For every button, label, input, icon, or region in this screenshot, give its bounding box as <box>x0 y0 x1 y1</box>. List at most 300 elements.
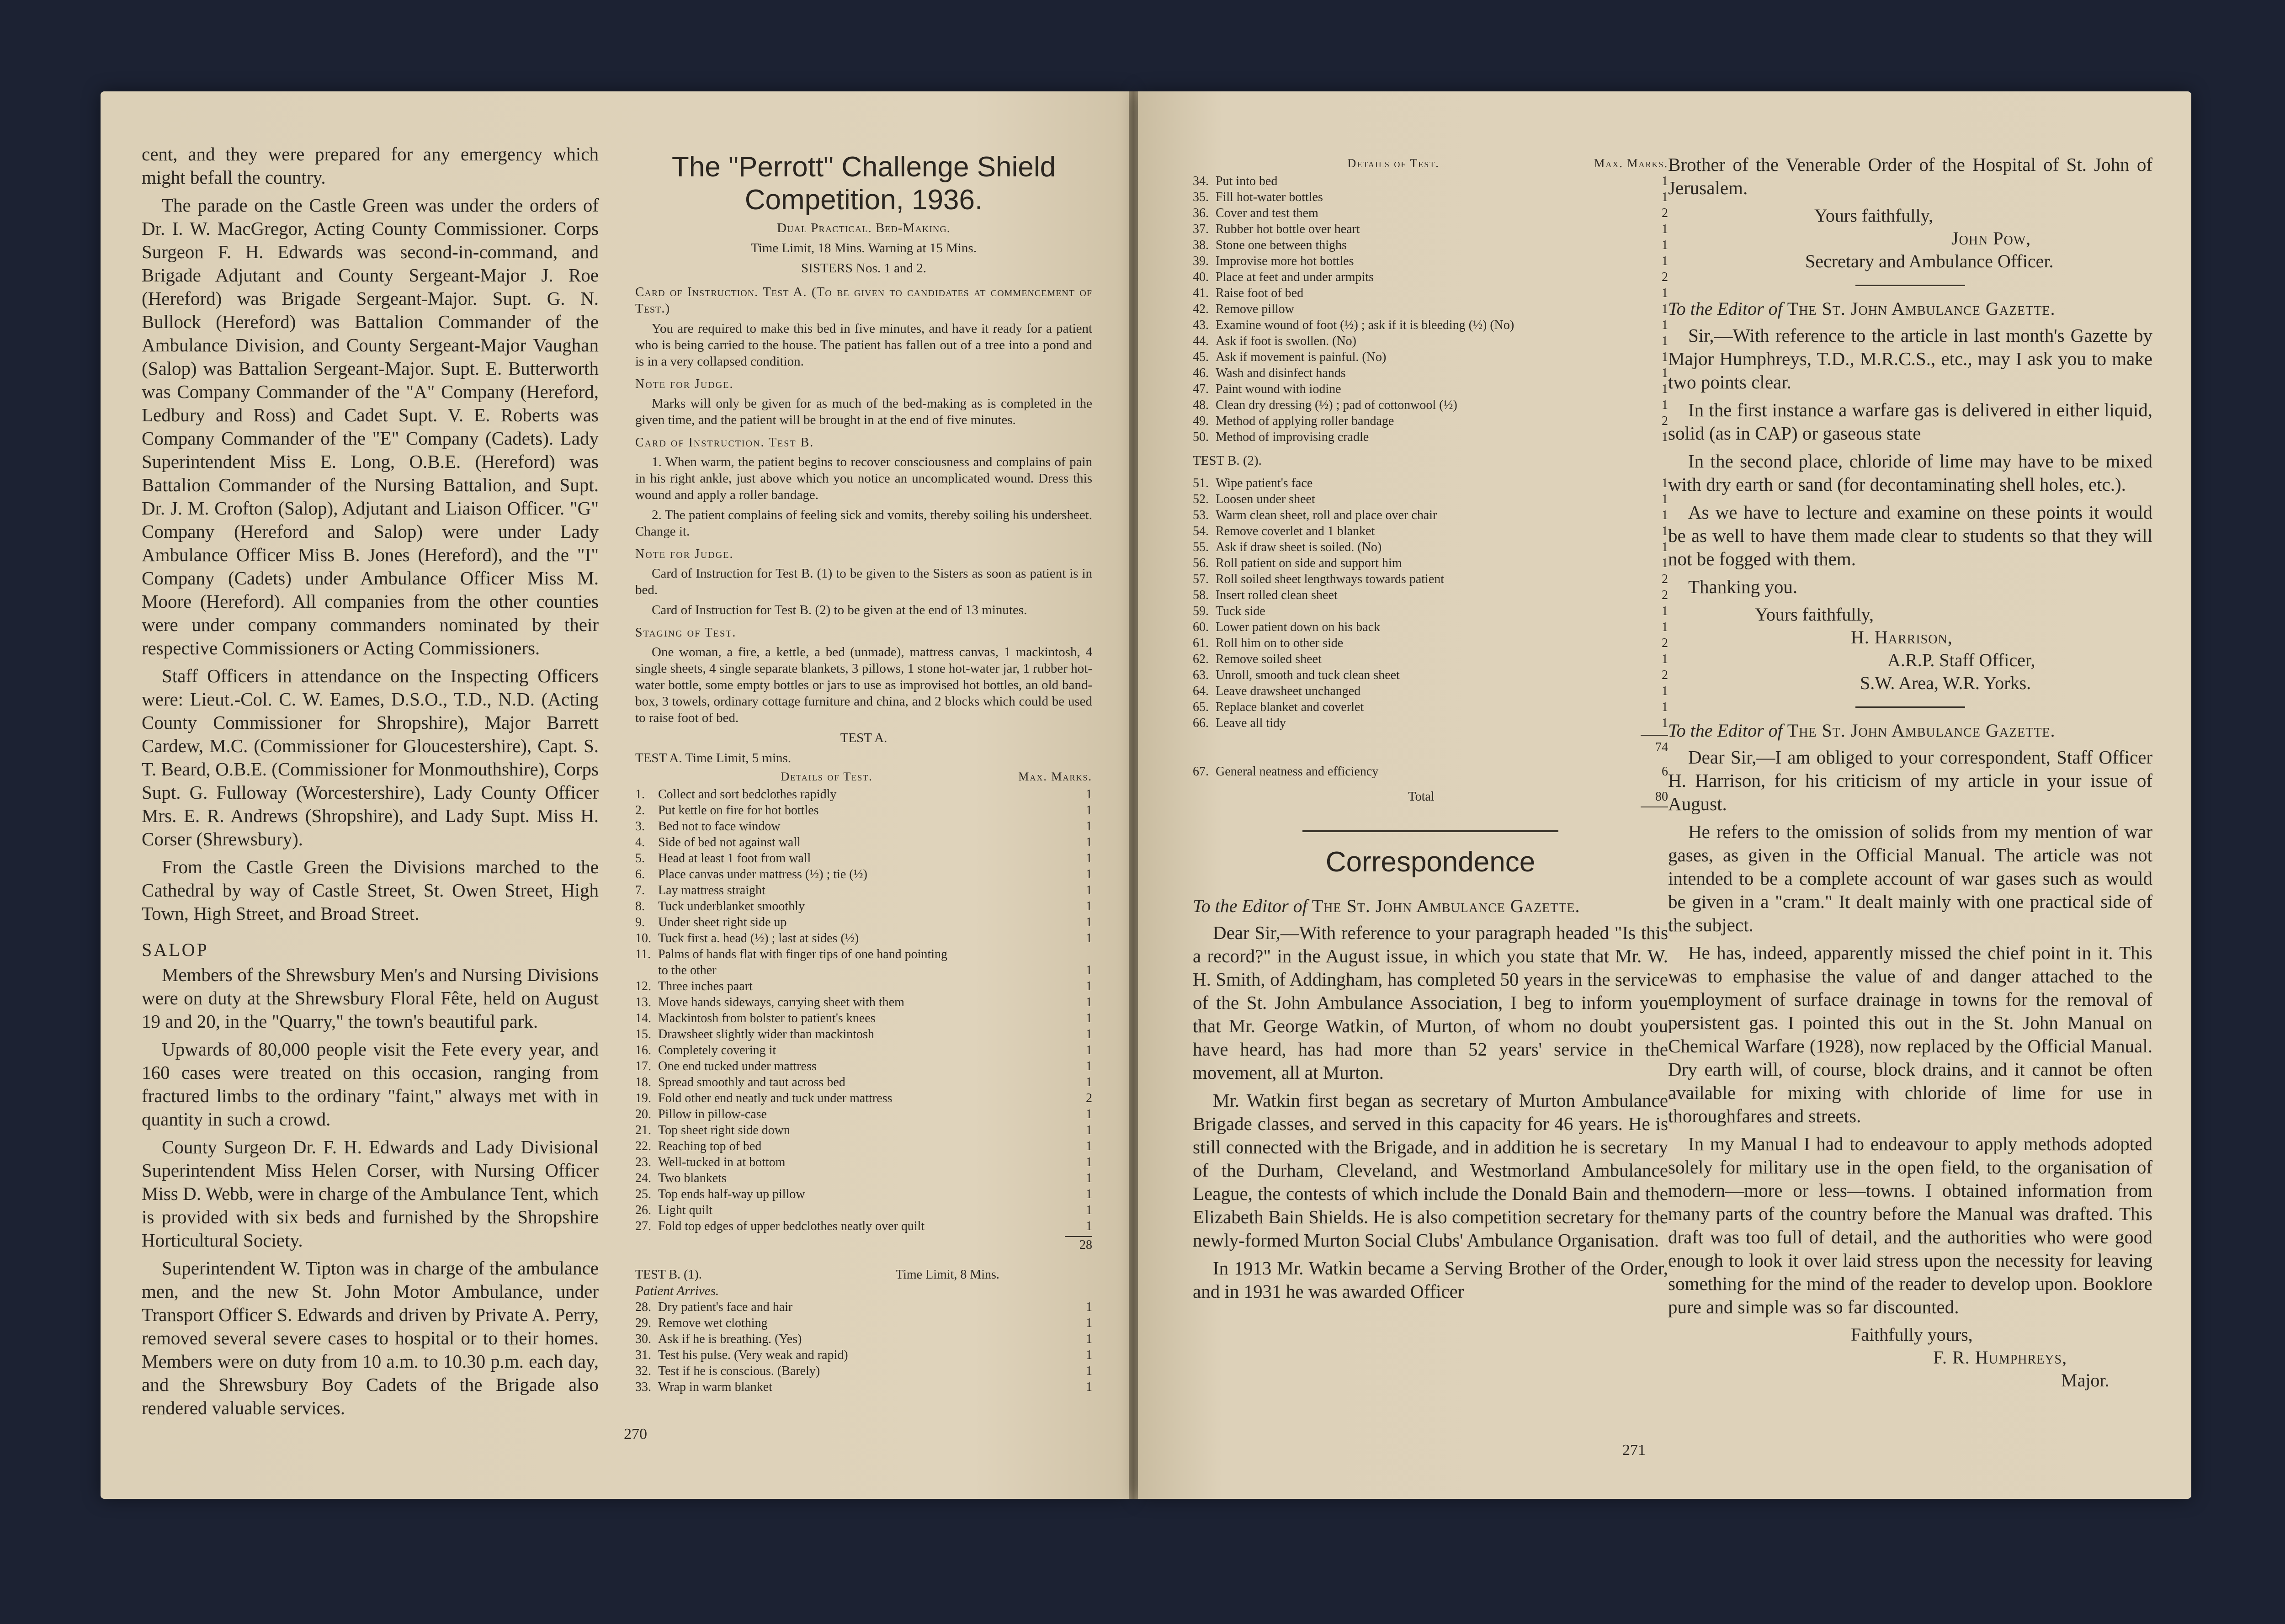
item-number: 60. <box>1193 620 1209 634</box>
item-number: 65. <box>1193 700 1209 714</box>
item-text: Cover and test them <box>1216 206 1318 220</box>
item-number: 16. <box>635 1043 651 1057</box>
mark-item-row <box>1193 381 1668 397</box>
item-number: 10. <box>635 931 651 945</box>
item-number: 56. <box>1193 556 1209 570</box>
item-number: 59. <box>1193 604 1209 618</box>
test-b1-heading: TEST B. (1). <box>635 1268 702 1282</box>
right-column-2 <box>1668 153 2152 1392</box>
item-number: 35. <box>1193 190 1209 204</box>
mark-item-row <box>1193 237 1668 253</box>
item-text: Clean dry dressing (½) ; pad of cottonwool (½) <box>1216 398 1457 412</box>
note-body: Card of Instruction for Test B. (2) to be given at the end of 13 minutes. <box>652 603 1027 617</box>
item-number: 39. <box>1193 254 1209 268</box>
item-marks: 1 <box>1086 1364 1092 1378</box>
item-number: 40. <box>1193 270 1209 284</box>
mark-item-row <box>1193 587 1668 603</box>
item-number: 61. <box>1193 636 1209 650</box>
mark-item-row <box>1193 523 1668 539</box>
item-marks: 1 <box>1086 835 1092 849</box>
right-column-1 <box>1193 153 1668 1308</box>
mark-item-row <box>1193 189 1668 205</box>
item-text: Roll him on to other side <box>1216 636 1344 650</box>
mark-item-row <box>1193 699 1668 715</box>
mark-item-row <box>1193 555 1668 571</box>
item-text: Head at least 1 foot from wall <box>658 851 811 865</box>
item-text: Tuck first a. head (½) ; last at sides (½) <box>658 931 859 945</box>
item-marks: 1 <box>1086 1059 1092 1073</box>
note-heading: Note for Judge. <box>635 377 734 391</box>
item-text: Fold top edges of upper bedclothes neatly over quilt <box>658 1219 925 1233</box>
letter-paragraph: Dear Sir,—I am obliged to your correspondent, Staff Officer H. Harrison, for his criticism of my article in your issue of August. <box>1668 747 2152 814</box>
mark-item-row <box>635 1122 1092 1138</box>
mark-item-row <box>635 834 1092 850</box>
item-text: Fill hot-water bottles <box>1216 190 1323 204</box>
item-marks: 2 <box>1662 636 1668 650</box>
item-number: 50. <box>1193 430 1209 444</box>
item-number: 58. <box>1193 588 1209 602</box>
staging-heading: Staging of Test. <box>635 626 737 640</box>
item-number: 33. <box>635 1380 651 1394</box>
item-text: Remove wet clothing <box>658 1316 768 1330</box>
item-number: 12. <box>635 979 651 993</box>
item-text: Completely covering it <box>658 1043 776 1057</box>
card-b-item-1: 1. When warm, the patient begins to recover consciousness and complains of pain in his right ankle, just above which you notice an uncomplicated wound. Dress this wound and apply a roller bandage. <box>635 455 1092 502</box>
mark-item-row <box>635 1058 1092 1074</box>
item-marks: 1 <box>1662 334 1668 348</box>
item-number: 32. <box>635 1364 651 1378</box>
subtotal-rule <box>1641 735 1668 736</box>
item-marks: 1 <box>1086 1380 1092 1394</box>
item-number: 52. <box>1193 492 1209 506</box>
item-text: Pillow in pillow-case <box>658 1107 767 1121</box>
gazette-name: The St. John Ambulance Gazette. <box>1312 896 1580 916</box>
mark-item-row <box>1193 285 1668 301</box>
mark-item-row <box>635 1331 1092 1347</box>
item-marks: 1 <box>1086 1011 1092 1025</box>
letter-divider <box>1855 285 1965 286</box>
mark-item-row <box>1193 301 1668 317</box>
test-b2-items <box>1193 475 1668 731</box>
mark-item-row <box>635 1202 1092 1218</box>
item-number: 57. <box>1193 572 1209 586</box>
mark-item-row <box>1193 491 1668 507</box>
item-number: 17. <box>635 1059 651 1073</box>
closing: Faithfully yours, <box>1851 1324 1973 1345</box>
details-header <box>635 770 1092 784</box>
item-text: Test if he is conscious. (Barely) <box>658 1364 820 1378</box>
letter-paragraph: In my Manual I had to endeavour to apply methods adopted solely for military use in the open field, to the organisation of modern—more or less—towns. I obtained information from many parts of the country before the Manual was drafted. This draft was too full of detail, and the authorities who were good enough to look it over laid stress upon the necessity for leaving something for the mind of the reader to develop upon. Booklore pure and simple was so far discounted. <box>1668 1133 2152 1317</box>
item-marks: 1 <box>1662 190 1668 204</box>
item-number: 29. <box>635 1316 651 1330</box>
test-a-subtotal: 28 <box>1079 1238 1092 1252</box>
mark-item-row <box>635 1218 1092 1234</box>
item-text: Unroll, smooth and tuck clean sheet <box>1216 668 1400 682</box>
item-number: 55. <box>1193 540 1209 554</box>
mark-item-row <box>1193 571 1668 587</box>
item-number: 42. <box>1193 302 1209 316</box>
item-marks: 1 <box>1086 979 1092 993</box>
item-marks: 1 <box>1086 867 1092 881</box>
item-marks: 1 <box>1662 508 1668 522</box>
total-marks: 80 <box>1655 790 1668 804</box>
mark-item-row <box>635 962 1092 978</box>
mark-item-row <box>1193 365 1668 381</box>
item-marks: 1 <box>1086 819 1092 833</box>
item-number: 44. <box>1193 334 1209 348</box>
mark-item-row <box>1193 603 1668 619</box>
item-marks: 1 <box>1662 492 1668 506</box>
item-marks: 1 <box>1662 366 1668 380</box>
item-text: Well-tucked in at bottom <box>658 1155 786 1169</box>
item-marks: 1 <box>1662 684 1668 698</box>
item-number: 19. <box>635 1091 651 1105</box>
item-text: Rubber hot bottle over heart <box>1216 222 1360 236</box>
signature-role: A.R.P. Staff Officer, <box>1887 650 2035 670</box>
item-text: Spread smoothly and taut across bed <box>658 1075 845 1089</box>
item-marks: 1 <box>1086 883 1092 897</box>
item-text: Place canvas under mattress (½) ; tie (½) <box>658 867 867 881</box>
item-text: Move hands sideways, carrying sheet with them <box>658 995 904 1009</box>
item-text: Drawsheet slightly wider than mackintosh <box>658 1027 874 1041</box>
item-text: Place at feet and under armpits <box>1216 270 1374 284</box>
mark-item-row <box>635 1138 1092 1154</box>
item-number: 38. <box>1193 238 1209 252</box>
mark-item-row <box>1193 651 1668 667</box>
section-heading-salop: SALOP <box>142 939 209 960</box>
paragraph: Upwards of 80,000 people visit the Fete every year, and 160 cases were treated on this occasion, ranging from fractured limbs to the ordinary "faint," always met with in quantity in such a crowd. <box>142 1039 599 1130</box>
mark-item-row <box>635 1074 1092 1090</box>
item-number: 45. <box>1193 350 1209 364</box>
mark-item-row <box>1193 413 1668 429</box>
letter-paragraph: Sir,—With reference to the article in last month's Gazette by Major Humphreys, T.D., M.R.C.S., etc., may I ask you to make two points clear. <box>1668 325 2152 393</box>
item-text: Replace blanket and coverlet <box>1216 700 1364 714</box>
item-number: 1. <box>635 787 645 801</box>
to-editor-label: To the Editor of <box>1668 298 1783 319</box>
letter-paragraph: In 1913 Mr. Watkin became a Serving Brother of the Order, and in 1931 he was awarded Officer <box>1193 1258 1668 1302</box>
item-text: Three inches paart <box>658 979 753 993</box>
item-marks: 1 <box>1662 318 1668 332</box>
item-number: 7. <box>635 883 645 897</box>
letter-divider <box>1855 706 1965 708</box>
card-b-item-2: 2. The patient complains of feeling sick and vomits, thereby soiling his undersheet. Change it. <box>635 508 1092 539</box>
item-marks: 1 <box>1662 556 1668 570</box>
item-text: Top ends half-way up pillow <box>658 1187 805 1201</box>
mark-item-row <box>1193 173 1668 189</box>
item-number: 46. <box>1193 366 1209 380</box>
item-number <box>635 962 658 978</box>
item-marks: 2 <box>1086 1091 1092 1105</box>
item-marks: 1 <box>1086 1155 1092 1169</box>
paragraph: County Surgeon Dr. F. H. Edwards and Lady Divisional Superintendent Miss Helen Corser, with Nursing Officer Miss D. Webb, were in charge of the Ambulance Tent, which is provided with six beds and furnished by the Shropshire Horticultural Society. <box>142 1136 599 1251</box>
item-text: Wrap in warm blanket <box>658 1380 773 1394</box>
gazette-name: The St. John Ambulance Gazette. <box>1787 720 2056 741</box>
item-marks: 6 <box>1662 764 1668 779</box>
card-a-heading: Card of Instruction. Test A. (To be given to candidates at commencement of Test.) <box>635 285 1092 316</box>
test-b2-heading: TEST B. (2). <box>1193 453 1262 468</box>
item-number: 27. <box>635 1219 651 1233</box>
left-column-1 <box>142 143 599 1424</box>
item-text: Palms of hands flat with finger tips of one hand pointing <box>658 947 948 961</box>
time-limit: Time Limit, 18 Mins. Warning at 15 Mins. <box>751 241 977 255</box>
item-text: Loosen under sheet <box>1216 492 1315 506</box>
item-number: 14. <box>635 1011 651 1025</box>
item-number: 34. <box>1193 174 1209 188</box>
gazette-name: The St. John Ambulance Gazette. <box>1787 298 2056 319</box>
item-marks: 1 <box>1662 716 1668 730</box>
item-marks: 1 <box>1662 286 1668 300</box>
item-text: Dry patient's face and hair <box>658 1300 793 1314</box>
item-text: Fold other end neatly and tuck under mattress <box>658 1091 893 1105</box>
item-marks: 2 <box>1662 668 1668 682</box>
mark-item-row <box>635 802 1092 818</box>
item-text: Examine wound of foot (½) ; ask if it is bleeding (½) (No) <box>1216 318 1514 332</box>
mark-item-row <box>635 1010 1092 1026</box>
mark-item-row <box>635 1186 1092 1202</box>
item-marks: 1 <box>1662 476 1668 490</box>
mark-item-row <box>635 1315 1092 1331</box>
item-text: Paint wound with iodine <box>1216 382 1341 396</box>
item-number: 23. <box>635 1155 651 1169</box>
item-text: Ask if movement is painful. (No) <box>1216 350 1387 364</box>
details-label: Details of Test. <box>781 770 873 783</box>
item-text: Reaching top of bed <box>658 1139 762 1153</box>
item-marks: 1 <box>1662 302 1668 316</box>
letter-paragraph: He refers to the omission of solids from my mention of war gases, as given in the Official Manual. The article was not intended to be a complete account of war gases such as would be given in a "cram." It dealt mainly with one practical side of the subject. <box>1668 821 2152 935</box>
item-number: 51. <box>1193 476 1209 490</box>
item-text: Remove pillow <box>1216 302 1294 316</box>
item-number: 28. <box>635 1300 651 1314</box>
item-text: Method of applying roller bandage <box>1216 414 1394 428</box>
item-text: Lay mattress straight <box>658 883 765 897</box>
item-number: 66. <box>1193 716 1209 730</box>
item-marks: 1 <box>1662 620 1668 634</box>
mark-item-row <box>1193 683 1668 699</box>
item-text: Warm clean sheet, roll and place over chair <box>1216 508 1437 522</box>
item-marks: 1 <box>1086 1219 1092 1233</box>
item-text: Remove coverlet and 1 blanket <box>1216 524 1375 538</box>
item-number: 63. <box>1193 668 1209 682</box>
item-marks: 1 <box>1662 604 1668 618</box>
mark-item-row <box>1193 205 1668 221</box>
item-number: 53. <box>1193 508 1209 522</box>
patient-arrives: Patient Arrives. <box>635 1284 719 1298</box>
item-marks <box>1074 946 1092 962</box>
mark-item-row <box>635 898 1092 914</box>
item-text: Ask if foot is swollen. (No) <box>1216 334 1356 348</box>
item-marks: 1 <box>1086 1171 1092 1185</box>
right-page <box>1138 91 2191 1499</box>
left-page <box>101 91 1129 1499</box>
mark-item-row <box>635 1026 1092 1042</box>
item-text: Wipe patient's face <box>1216 476 1313 490</box>
item-marks: 1 <box>1086 1123 1092 1137</box>
mark-item-row <box>1193 475 1668 491</box>
item-text: Side of bed not against wall <box>658 835 801 849</box>
sisters-line: SISTERS Nos. 1 and 2. <box>801 261 926 276</box>
closing: Yours faithfully, <box>1814 205 1934 226</box>
signature-role: S.W. Area, W.R. Yorks. <box>1860 673 2031 693</box>
item-marks: 1 <box>1086 1139 1092 1153</box>
subtotal: 74 <box>1655 740 1668 754</box>
test-b1-items <box>635 1299 1092 1395</box>
item-text: Bed not to face window <box>658 819 781 833</box>
to-editor-line <box>1668 298 2152 319</box>
to-editor-label: To the Editor of <box>1193 896 1307 916</box>
item-text: Light quilt <box>658 1203 712 1217</box>
signature-name: F. R. Humphreys, <box>1933 1347 2067 1368</box>
left-column-2 <box>635 151 1092 1395</box>
test-b1-items-continued <box>1193 173 1668 445</box>
mark-item-row <box>635 1379 1092 1395</box>
item-marks: 1 <box>1086 915 1092 929</box>
item-number: 30. <box>635 1332 651 1346</box>
item-text: Put into bed <box>1216 174 1278 188</box>
item-marks: 1 <box>1662 222 1668 236</box>
article-title: The "Perrott" Challenge Shield <box>671 151 1056 183</box>
item-text: Ask if draw sheet is soiled. (No) <box>1216 540 1382 554</box>
item-marks: 1 <box>1086 1348 1092 1362</box>
item-text: Top sheet right side down <box>658 1123 790 1137</box>
item-marks: 1 <box>1086 851 1092 865</box>
details-label: Details of Test. <box>1347 157 1440 170</box>
item-number: 21. <box>635 1123 651 1137</box>
item-marks: 2 <box>1662 572 1668 586</box>
item-text: Stone one between thighs <box>1216 238 1347 252</box>
item-text: Test his pulse. (Very weak and rapid) <box>658 1348 848 1362</box>
item-number: 43. <box>1193 318 1209 332</box>
mark-item-row <box>635 866 1092 882</box>
item-text: Method of improvising cradle <box>1216 430 1369 444</box>
item-marks: 1 <box>1086 995 1092 1009</box>
paragraph: Members of the Shrewsbury Men's and Nursing Divisions were on duty at the Shrewsbury Floral Fête, held on August 19 and 20, in the "Quarry," the town's beautiful park. <box>142 964 599 1032</box>
mark-item-row <box>635 882 1092 898</box>
item-number: 36. <box>1193 206 1209 220</box>
item-text: Tuck underblanket smoothly <box>658 899 805 913</box>
mark-item-row <box>635 1090 1092 1106</box>
item-number: 13. <box>635 995 651 1009</box>
item-number: 15. <box>635 1027 651 1041</box>
mark-item-row <box>635 1154 1092 1170</box>
paragraph: cent, and they were prepared for any emergency which might befall the country. <box>142 143 599 188</box>
test-a-heading: TEST A. <box>840 731 887 745</box>
to-editor-line <box>1193 895 1668 917</box>
item-marks: 1 <box>1086 1187 1092 1201</box>
item-number: 54. <box>1193 524 1209 538</box>
mark-item-row <box>635 1042 1092 1058</box>
mark-item-row <box>635 1170 1092 1186</box>
mark-item-row <box>1193 429 1668 445</box>
item-text: Raise foot of bed <box>1216 286 1304 300</box>
mark-item-row <box>1193 619 1668 635</box>
item-text: Leave drawsheet unchanged <box>1216 684 1361 698</box>
mark-item-row <box>1193 221 1668 237</box>
item-text: Wash and disinfect hands <box>1216 366 1346 380</box>
letter-paragraph: Mr. Watkin first began as secretary of Murton Ambulance Brigade classes, and served in this capacity for 46 years. He is still connected with the Brigade, and in addition he is secretary of the Durham, Cleveland, and Westmorland Ambulance League, the contests of which include the Donald Bain and the Elizabeth Bain Shields. He is also competition secretary for the newly-formed Murton Social Clubs' Ambulance Organisation. <box>1193 1090 1668 1251</box>
item-marks: 1 <box>1086 787 1092 801</box>
item-text: Two blankets <box>658 1171 727 1185</box>
item-marks: 1 <box>1086 1107 1092 1121</box>
item-marks: 1 <box>1086 1316 1092 1330</box>
mark-item-row <box>1193 253 1668 269</box>
item-text: Roll soiled sheet lengthways towards patient <box>1216 572 1445 586</box>
item-text: Insert rolled clean sheet <box>1216 588 1338 602</box>
item-number: 6. <box>635 867 645 881</box>
max-marks-label: Max. Marks. <box>1594 157 1668 170</box>
note-body: Marks will only be given for as much of the bed-making as is completed in the given time, and the patient will be brought in at the end of five minutes. <box>635 396 1092 427</box>
mark-item-row <box>1193 715 1668 731</box>
letter-paragraph: In the second place, chloride of lime may have to be mixed with dry earth or sand (for decontaminating shell holes, etc.). <box>1668 451 2152 495</box>
paragraph: From the Castle Green the Divisions marched to the Cathedral by way of Castle Street, St. Owen Street, High Town, High Street, and Broad Street. <box>142 856 599 924</box>
item-number: 64. <box>1193 684 1209 698</box>
paragraph: Superintendent W. Tipton was in charge of the ambulance men, and the new St. John Motor Ambulance, under Transport Officer S. Edwards and driven by Private A. Perry, removed several severe cases to hospital or to their homes. Members were on duty from 10 a.m. to 10.30 p.m. each day, and the Shrewsbury Boy Cadets of the Brigade also rendered valuable services. <box>142 1258 599 1418</box>
item-text: General neatness and efficiency <box>1216 764 1379 779</box>
mark-item-row <box>635 850 1092 866</box>
item-marks: 1 <box>1086 1075 1092 1089</box>
mark-item-row <box>635 1363 1092 1379</box>
correspondence-title: Correspondence <box>1325 846 1536 878</box>
item-text: to the other <box>658 963 717 977</box>
item-text: One end tucked under mattress <box>658 1059 817 1073</box>
mark-item-row <box>635 914 1092 930</box>
paragraph: Staff Officers in attendance on the Inspecting Officers were: Lieut.-Col. C. W. Eames, D.S.O., T.D., N.D. (Acting County Commissioner for Shropshire), Major Barrett Cardew, M.C. (Commissioner for Gloucestershire), Capt. S. T. Beard, O.B.E. (Commissioner for Monmouthshire), Corps Supt. G. Fulloway (Worcestershire), Lady County Officer Mrs. E. R. Andrews (Shropshire), and Lady Supt. Miss H. Corser (Shrewsbury). <box>142 665 599 849</box>
item-marks: 1 <box>1662 382 1668 396</box>
card-a-body: You are required to make this bed in five minutes, and have it ready for a patient who is being carried to the house. The patient has fallen out of a tree into a pond and is in a very collapsed condition. <box>635 321 1092 369</box>
item-text: Under sheet right side up <box>658 915 787 929</box>
mark-item-row <box>635 786 1092 802</box>
signature-name: H. Harrison, <box>1851 627 1953 647</box>
item-marks: 1 <box>1086 1332 1092 1346</box>
letter-paragraph: Dear Sir,—With reference to your paragraph headed "Is this a record?" in the August issue, in which you state that Mr. W. H. Smith, of Addingham, has completed 50 years in the service of the St. John Ambulance Association, I beg to inform you that Mr. George Watkin, of Murton, of whom no doubt you have heard, has had more than 52 years' service in the movement, all at Murton. <box>1193 922 1668 1083</box>
letter-paragraph: Thanking you. <box>1688 576 1798 597</box>
signature-name: John Pow, <box>1951 228 2031 249</box>
letter-paragraph: In the first instance a warfare gas is delivered in either liquid, solid (as in CAP) or gaseous state <box>1668 399 2152 444</box>
item-number: 49. <box>1193 414 1209 428</box>
item-number: 22. <box>635 1139 651 1153</box>
mark-item-row <box>635 930 1092 946</box>
mark-item-row <box>635 1106 1092 1122</box>
mark-item-row <box>1193 333 1668 349</box>
item-marks: 1 <box>1662 254 1668 268</box>
note-body: Card of Instruction for Test B. (1) to be given to the Sisters as soon as patient is in bed. <box>635 566 1092 597</box>
item-number: 20. <box>635 1107 651 1121</box>
letter-paragraph: Brother of the Venerable Order of the Hospital of St. John of Jerusalem. <box>1668 154 2152 198</box>
item-marks: 1 <box>1662 238 1668 252</box>
item-marks: 1 <box>1662 430 1668 444</box>
signature-role: Major. <box>2061 1370 2110 1390</box>
item-marks: 1 <box>1086 1300 1092 1314</box>
page-number: 270 <box>624 1426 647 1443</box>
item-number: 8. <box>635 899 645 913</box>
item-number: 9. <box>635 915 645 929</box>
test-a-items <box>635 786 1092 1234</box>
item-text: Mackintosh from bolster to patient's knees <box>658 1011 876 1025</box>
item-text: Improvise more hot bottles <box>1216 254 1354 268</box>
section-divider <box>1302 830 1558 832</box>
item-marks: 2 <box>1662 588 1668 602</box>
item-text: Tuck side <box>1216 604 1265 618</box>
max-marks-label: Max. Marks. <box>1018 770 1092 783</box>
test-b1-time: Time Limit, 8 Mins. <box>896 1268 999 1282</box>
item-text: Remove soiled sheet <box>1216 652 1322 666</box>
mark-item-row <box>1193 317 1668 333</box>
item-text: Ask if he is breathing. (Yes) <box>658 1332 802 1346</box>
item-marks: 2 <box>1662 206 1668 220</box>
test-type: Dual Practical. Bed-Making. <box>776 221 951 235</box>
mark-item-row <box>1193 539 1668 555</box>
item-number: 24. <box>635 1171 651 1185</box>
item-marks: 1 <box>1662 700 1668 714</box>
